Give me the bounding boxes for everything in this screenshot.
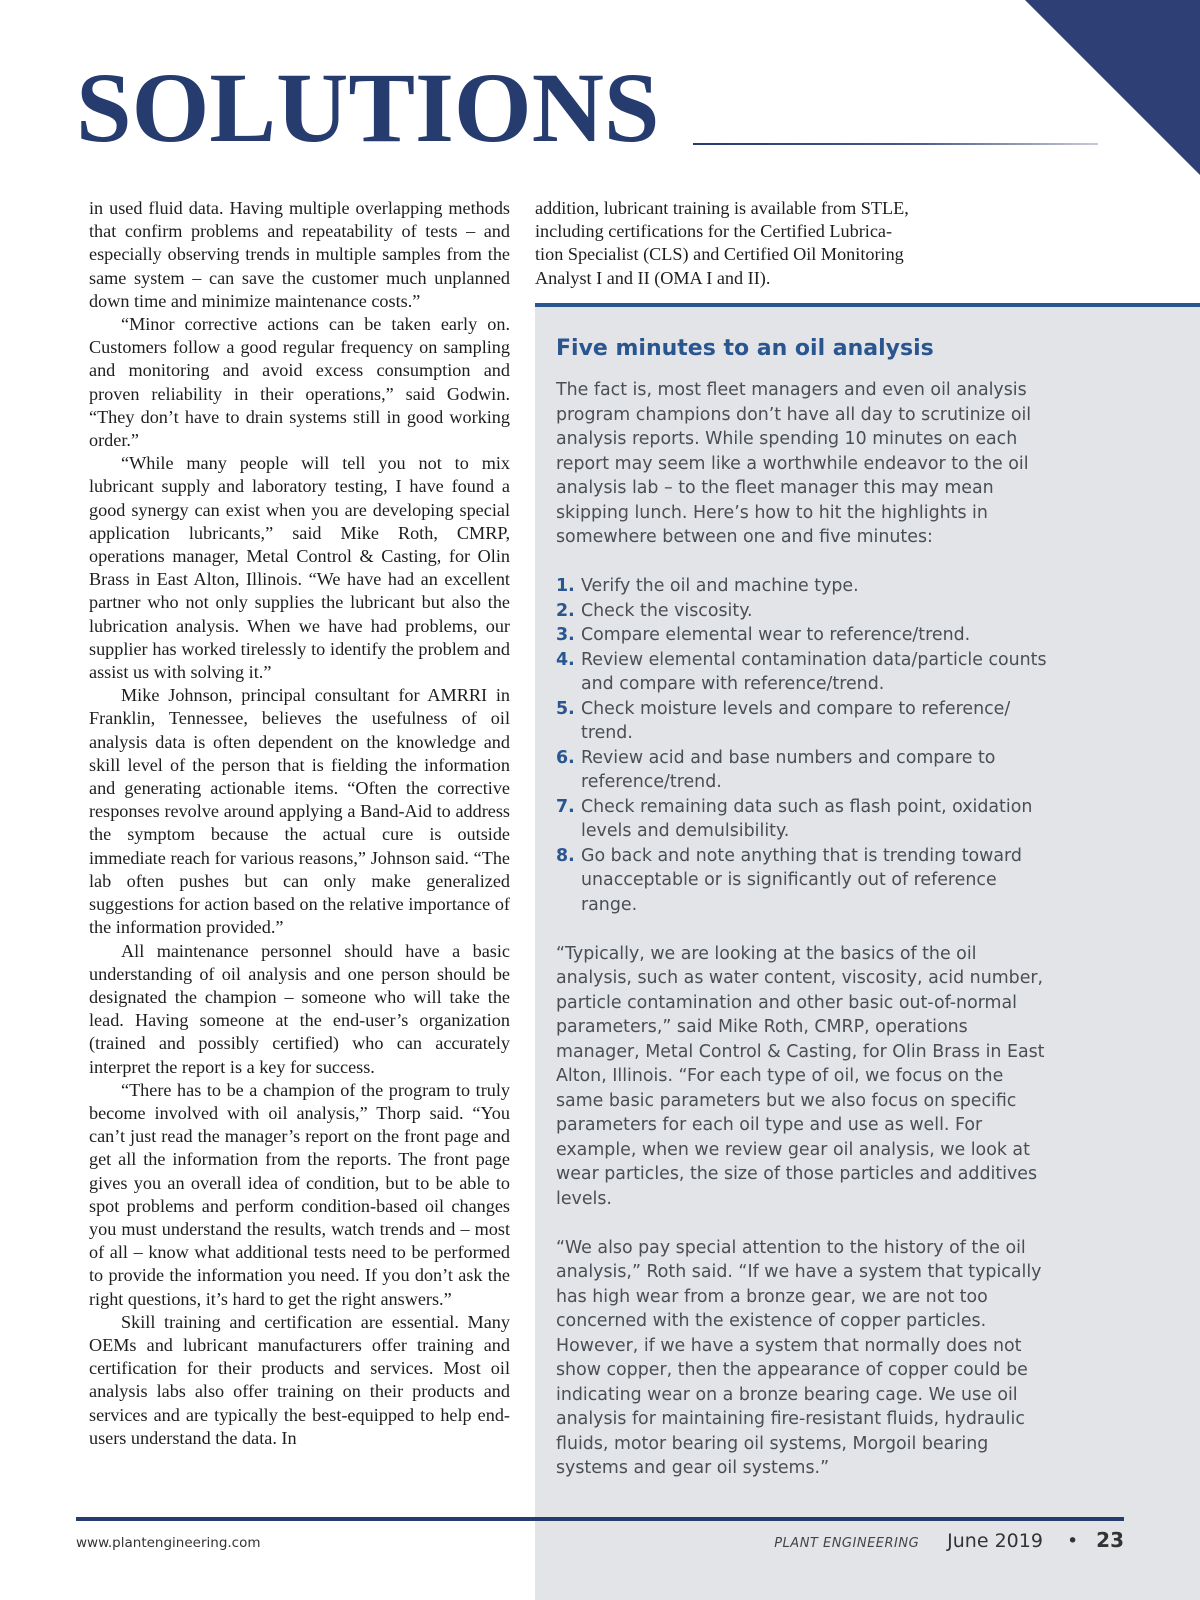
step-item	[556, 623, 1056, 648]
article-column-left	[89, 197, 510, 1450]
step-text: Review elemental contamination data/particle counts and compare with reference/trend.	[581, 649, 1047, 694]
article-paragraph: “While many people will tell you not to mix lubricant supply and laboratory testing, I have found a good synergy can exist when you are developing special application lubricants,” said Mike Roth, CMRP, operations manager, Metal Control & Casting, for Olin Brass in East Alton, Illinois. “We have had an excellent partner who not only supplies the lubricant but also the lubrication analysis. When we have had problems, our supplier has worked tirelessly to identify the problem and assist us with solving it.”	[89, 453, 510, 683]
step-item	[556, 746, 1056, 795]
step-text: Check remaining data such as flash point, oxidation levels and demulsibility.	[581, 796, 1033, 841]
step-text: Go back and note anything that is trending toward unacceptable or is significantly out of reference range.	[581, 845, 1022, 915]
footer-date: June 2019	[947, 1530, 1043, 1552]
step-item	[556, 574, 1056, 599]
article-paragraph: Skill training and certification are essential. Many OEMs and lubricant manufacturers offer training and certification for their products and services. Most oil analysis labs also offer training on their products and services and are typically the best-equipped to help end-users understand the data. In	[89, 1311, 510, 1448]
sidebar-title: Five minutes to an oil analysis	[556, 336, 934, 361]
step-number: 8.	[556, 845, 575, 866]
step-text: Compare elemental wear to reference/trend.	[581, 625, 971, 645]
article-line: including certifications for the Certified Lubrica-	[535, 221, 893, 242]
article-line: addition, lubricant training is available from STLE,	[535, 198, 909, 218]
step-text: Verify the oil and machine type.	[581, 576, 859, 596]
article-paragraph: “Minor corrective actions can be taken early on. Customers follow a good regular frequency on sampling and monitoring and avoid excess consumption and proven reliability in their operations,” said Godwin. “They don’t have to drain systems still in good working order.”	[89, 314, 510, 451]
steps-list	[556, 574, 1056, 917]
footer-folio	[774, 1528, 1124, 1552]
article-paragraph: Mike Johnson, principal consultant for AMRRI in Franklin, Tennessee, believes the usefulness of oil analysis data is often dependent on the knowledge and skill level of the person that is fielding the information and generating actionable items. “Often the corrective responses revolve around applying a Band-Aid to address the symptom because the actual cure is outside immediate reach for various reasons,” Johnson said. “The lab often pushes but can only make generalized suggestions for action based on the relative importance of the information provided.”	[89, 685, 510, 938]
step-number: 4.	[556, 649, 575, 670]
sidebar-quote-2: “We also pay special attention to the history of the oil analysis,” Roth said. “If we have a system that typically has high wear from a bronze gear, we are not too concerned with the existence of copper particles. However, if we have a system that normally does not show copper, then the appearance of copper could be indicating wear on a bronze bearing cage. We use oil analysis for maintaining fire-resistant fluids, hydraulic fluids, motor bearing oil systems, Morgoil bearing systems and gear oil systems.”	[556, 1237, 1042, 1478]
article-line: Analyst I and II (OMA I and II).	[535, 267, 771, 288]
title-rule	[693, 143, 1098, 145]
step-number: 7.	[556, 796, 575, 817]
sidebar-quote-1: “Typically, we are looking at the basics of the oil analysis, such as water content, viscosity, acid number, particle contamination and other basic out-of-normal parameters,” said Mike Roth, CMRP, operations manager, Metal Control & Casting, for Olin Brass in East Alton, Illinois. “For each type of oil, we focus on the same basic parameters but we also focus on specific parameters for each oil type and use as well. For example, when we review gear oil analysis, we look at wear particles, the size of those particles and additives levels.	[556, 943, 1045, 1209]
step-text: Review acid and base numbers and compare to reference/trend.	[581, 747, 996, 792]
step-item	[556, 844, 1056, 918]
article-column-right	[535, 197, 975, 290]
step-number: 2.	[556, 600, 575, 621]
step-number: 3.	[556, 625, 575, 645]
section-title: SOLUTIONS	[76, 52, 660, 163]
sidebar-top-rule	[535, 303, 1200, 307]
page-number: 23	[1096, 1528, 1124, 1552]
step-number: 6.	[556, 747, 575, 768]
step-item	[556, 795, 1056, 844]
footer-bullet: •	[1066, 1530, 1079, 1552]
article-line: tion Specialist (CLS) and Certified Oil Monitoring	[535, 244, 904, 265]
step-text: Check the viscosity.	[581, 600, 753, 621]
footer-website-link[interactable]: www.plantengineering.com	[76, 1535, 261, 1551]
article-paragraph: All maintenance personnel should have a basic understanding of oil analysis and one person should be designated the champion – someone who will take the lead. Having someone at the end-user’s organization (trained and possibly certified) who can accurately interpret the report is a key for success.	[89, 940, 510, 1077]
sidebar-box	[556, 334, 1056, 1481]
step-number: 5.	[556, 698, 575, 719]
step-text: Check moisture levels and compare to reference/ trend.	[581, 698, 1011, 743]
article-paragraph: “There has to be a champion of the program to truly become involved with oil analysis,” Thorp said. “You can’t just read the manager’s report on the front page and get all the information from the reports. The front page gives you an overall idea of condition, but to be able to spot problems and perform condition-based oil changes you must understand the results, watch trends and – most of all – know what additional tests need to be performed to provide the information you need. If you don’t ask the right questions, it’s hard to get the right answers.”	[89, 1079, 510, 1309]
footer-publication: PLANT ENGINEERING	[774, 1536, 920, 1551]
step-item	[556, 697, 1056, 746]
step-item	[556, 599, 1056, 624]
footer-rule	[76, 1517, 1124, 1521]
step-number: 1.	[556, 576, 575, 596]
step-item	[556, 648, 1056, 697]
corner-triangle-decoration	[1025, 0, 1200, 175]
article-paragraph: in used fluid data. Having multiple overlapping methods that confirm problems and repeatability of tests – and especially observing trends in multiple samples from the same system – can save the customer much unplanned down time and minimize maintenance costs.”	[89, 198, 510, 311]
sidebar-intro: The fact is, most fleet managers and even oil analysis program champions don’t have all day to scrutinize oil analysis reports. While spending 10 minutes on each report may seem like a worthwhile endeavor to the oil analysis lab – to the fleet manager this may mean skipping lunch. Here’s how to hit the highlights in somewhere between one and five minutes:	[556, 380, 1032, 547]
